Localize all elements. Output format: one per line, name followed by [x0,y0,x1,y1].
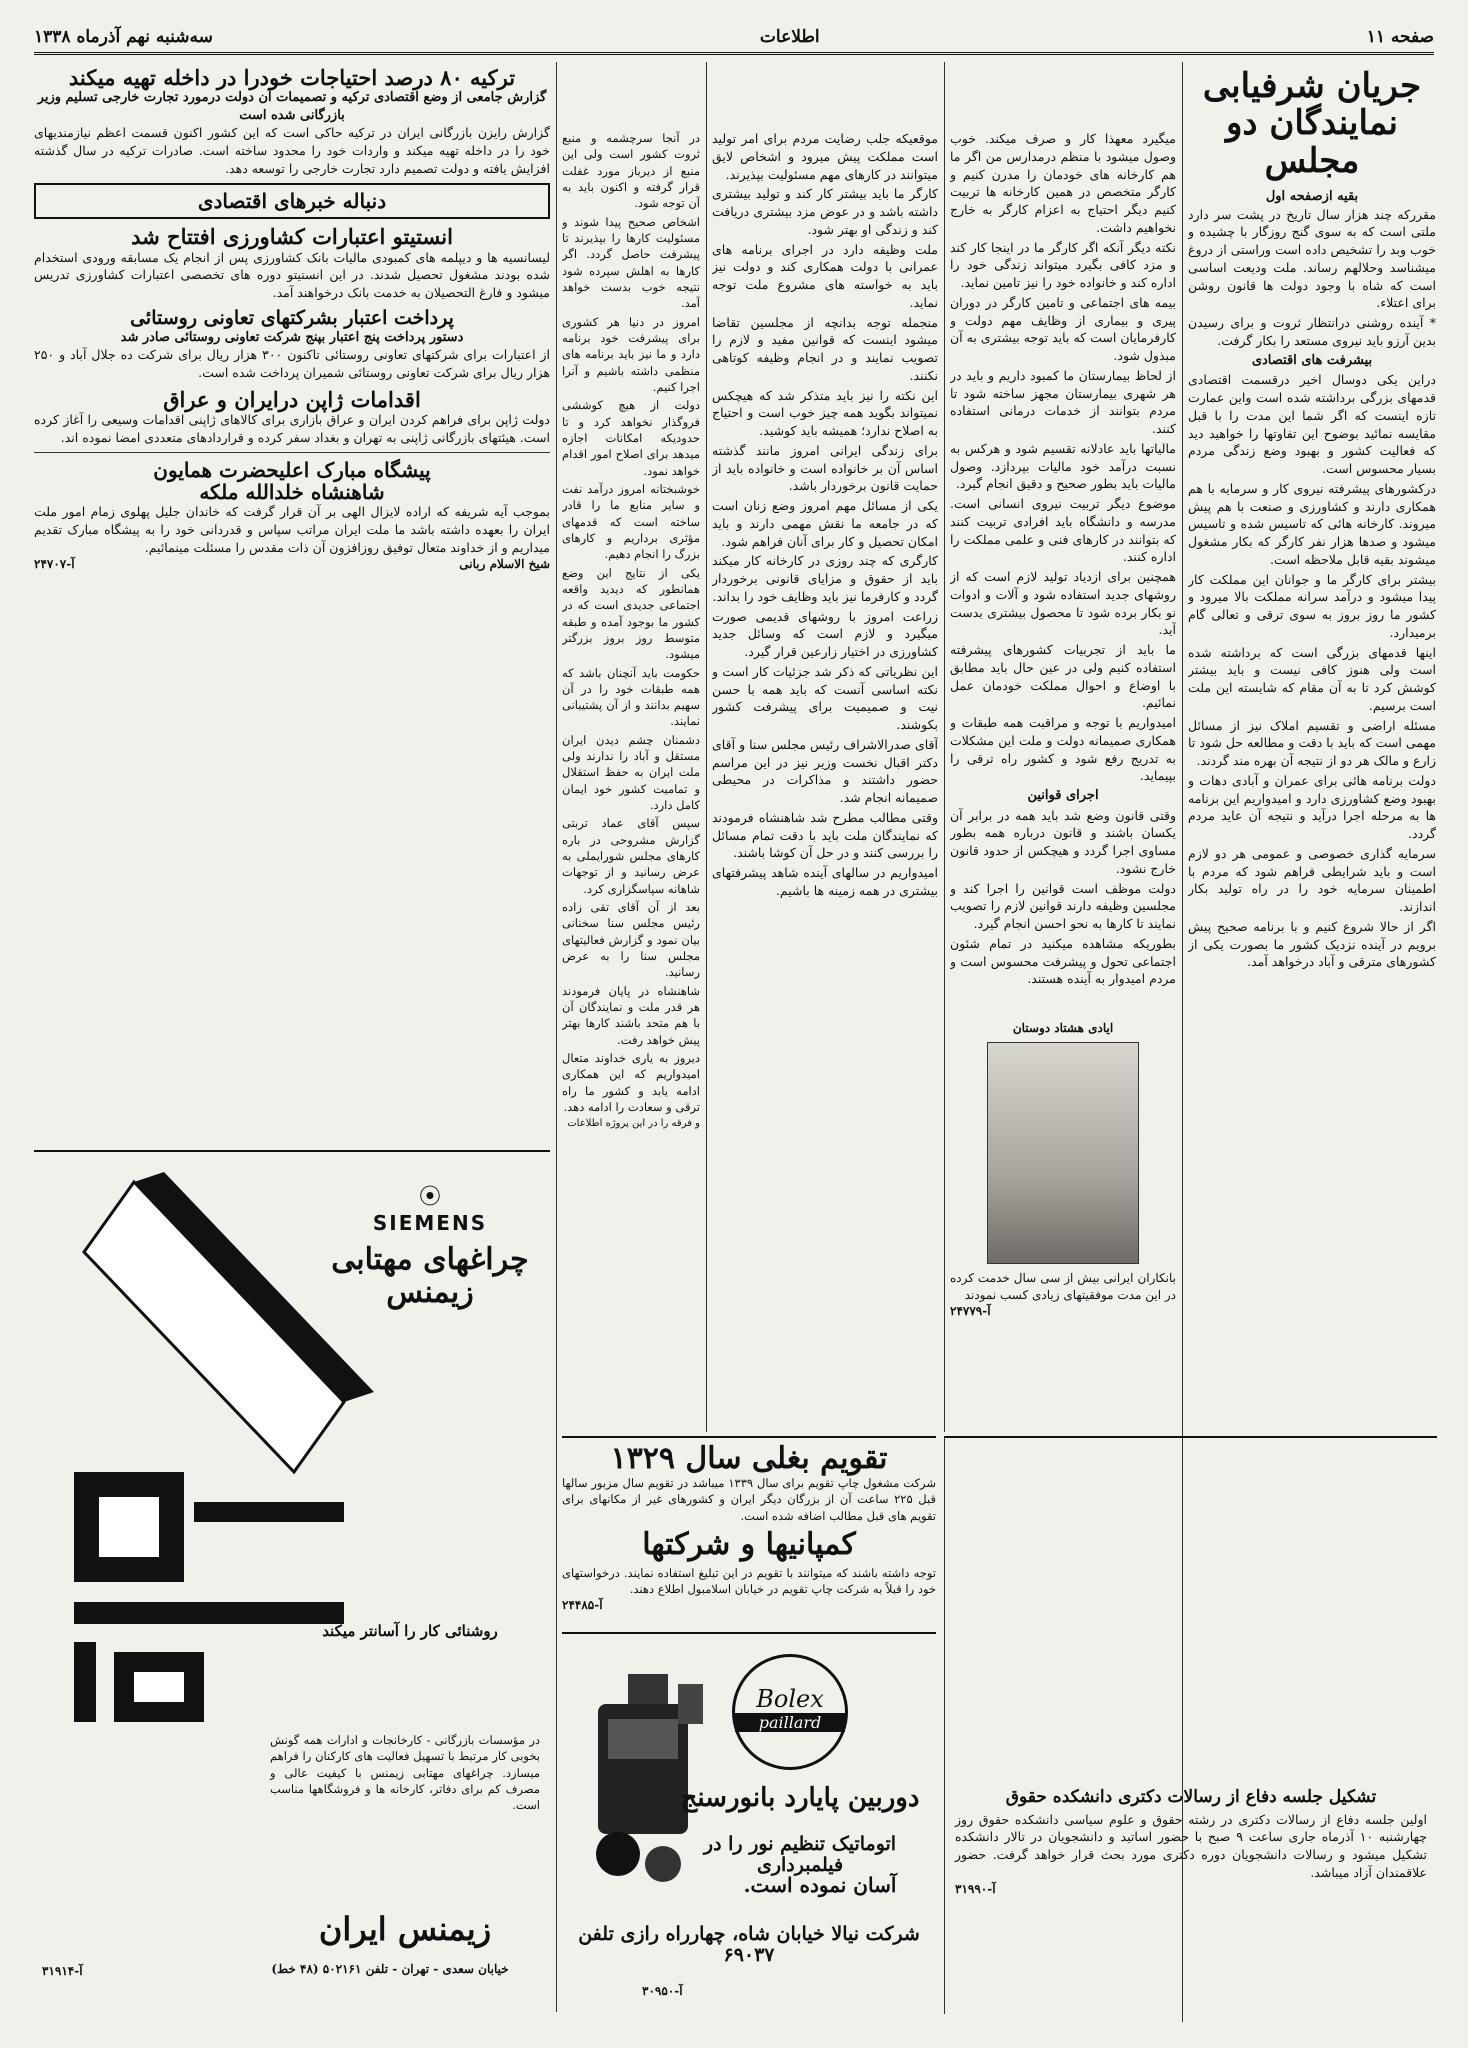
paragraph: خوشبختانه امروز درآمد نفت و سایر منابع ما را قادر ساخته است که قدمهای مؤثری برداریم و کارهای بزرگ را انجام دهیم. [562,481,700,562]
ad-code: آ-۳۱۹۱۴ [42,1964,83,1978]
turkey-headline: ترکیه ۸۰ درصد احتیاجات خودرا در داخله تهیه میکند [68,65,516,90]
paragraph: مالیاتها باید عادلانه تقسیم شود و هرکس به نسبت درآمد خود مالیات بپردازد. وصول مالیات باید بطور صحیح و دقیق انجام گیرد. [950,440,1176,492]
paragraph: دولت موظف است قوانین را اجرا کند و مجلسین وظیفه دارند قوانین لازم را تصویب نمایند تا کارها به نحو احسن انجام گیرد. [950,880,1176,932]
paragraph: اینها قدمهای بزرگی است که برداشته شده است ولی هنوز کافی نیست و باید بیشتر کوشش کرد تا به آن مقام که شایسته این ملت است برسیم. [1188,644,1436,713]
paragraph: از لحاظ بیمارستان ما کمبود داریم و باید در هر شهری بیمارستان مجهز ساخته شود تا مردم بتوانند از خدمات درمانی استفاده کنند. [950,367,1176,436]
address-headline: پیشگاه مبارک اعلیحضرت همایون [153,458,431,483]
address-body: بموجب آیه شریفه که اراده لایزال الهی بر آن قرار گرفت که خاندان جلیل پهلوی زمام امور ملت ایران را بعهده داشته باشد ما ملت ایران مراتب سپاس و قدردانی خود را به پیشگاه مبارک تقدیم میداریم و از خداوند متعال توفیق روزافزون آن ذات مقدس را مسئلت مینمائیم. [34,504,550,555]
cooperative-subhead: دستور پرداخت پنج اعتبار بپنج شرکت تعاونی روستائی صادر شد [120,329,464,345]
siemens-advertisement [34,1150,550,2012]
main-headline: جریان شرفیابی نمایندگان دو مجلس [1202,66,1422,181]
siemens-title: چراغهای مهتابی زیمنس [331,1242,529,1310]
page-header [34,22,1434,55]
notice-title: تشکیل جلسه دفاع از رسالات دکتری دانشکده حقوق [1005,1787,1377,1807]
paragraph: دشمنان چشم دیدن ایران مستقل و آباد را ندارند ولی ملت ایران به حفظ استقلال و تمامیت کشور خود ایمان کامل دارد. [562,732,700,813]
cooperative-headline: پرداخت اعتبار بشرکتهای تعاونی روستائی [130,306,454,329]
section-heading: اجرای قوانین [1027,788,1099,803]
bolex-tagline: آسان نموده است. [743,1873,897,1897]
paragraph: دولت از هیچ کوششی فروگذار نخواهد کرد و تا حدودیکه امکانات اجازه میدهد برای اصلاح امور اقدام خواهد نمود. [562,398,700,478]
bolex-advertisement [562,1632,936,2014]
portrait-photo [987,1042,1139,1264]
paragraph: وقتی مطالب مطرح شد شاهنشاه فرمودند که نمایندگان ملت باید با دقت تمام مسائل را بررسی کنند و در حل آن کوشا باشند. [712,809,938,861]
paragraph: این نکته را نیز باید متذکر شد که هیچکس نمیتواند بگوید همه چیز خوب است و احتیاج به اصلاح ندارد؛ همیشه باید کوشید. [712,387,938,438]
article-column-2 [950,130,1176,1010]
paragraph: * آینده روشنی درانتظار ثروت و برای رسیدن بدین آرزو باید نیروی مستعد را بکار گرفت. [1188,315,1436,348]
calendar-title: تقویم بغلی سال ۱۳۲۹ [610,1441,888,1476]
calendar-body: شرکت مشغول چاپ تقویم برای سال ۱۳۳۹ میباشد در تقویم سال مزبور سالها قبل ۲۲۵ ساعت آن از بزرگان دیگر ایران و کشورهای غیر از مکانهای برای تقویم های قبل مطالب اضافه شده است. [562,1476,936,1523]
paragraph: اگر از حالا شروع کنیم و با برنامه صحیح پیش برویم در آینده نزدیک کشور ما بصورت یکی از کشورهای مترقی و آباد درخواهد آمد. [1188,918,1436,970]
article-column-3 [712,130,938,1430]
ad-code: آ-۲۴۷۰۷ [34,556,75,571]
ad-code: آ-۳۰۹۵۰ [642,1984,683,1998]
section-heading: بیشرفت های اقتصادی [1251,352,1373,368]
law-faculty-notice [944,1436,1437,2014]
photo-title: ایادی هشتاد دوستان [1012,1021,1114,1035]
paragraph: دولت برنامه هائی برای عمران و آبادی دهات و بهبود وضع کشاورزی دارد و امیدواریم این برنامه ها به مرحله اجرا درآید و نتیجه آن عاید مردم گردد. [1188,772,1436,842]
calendar-body-2: توجه داشته باشند که میتوانند با تقویم در این تبلیغ استفاده نمایند. درخواستهای خود را قبلاً به شرکت چاپ تقویم در خیابان اسلامبول اطلاع دهند. [562,1565,936,1597]
paragraph: زراعت امروز با روشهای قدیمی صورت میگیرد و لازم است که وسائل جدید کشاورزی در اختیار زارعین قرار گیرد. [712,608,938,659]
siemens-agent: زیمنس ایران [318,1910,492,1948]
economic-news-section [34,62,550,1142]
siemens-body: در مؤسسات بازرگانی - کارخانجات و ادارات همه گونش بخوبی کار مرتبط با تسهیل فعالیت های کارکنان را فراهم میسازد. چراغهای مهتابی زیمنس با کیفیت عالی و مصرف کم برای دفاتر، کارخانه ها و فروشگاهها مناسب است. [270,1733,540,1813]
paragraph: ملت وظیفه دارد در اجرای برنامه های عمرانی با دولت همکاری کند و دولت نیز باید به خواسته های مشروع ملت توجه نماید. [712,241,938,310]
address-headline-2: شاهنشاه خلدالله ملکه [199,480,385,505]
paragraph: سرمایه گذاری خصوصی و عمومی هر دو لازم است و باید شرایطی فراهم شود که مردم با اطمینان سرمایه خود را در راه تولید بکار اندازند. [1188,845,1436,915]
paragraph: برای زندگی ایرانی امروز مانند گذشته اساس آن بر خانواده است و خانواده باید از حمایت قانون برخوردار باشد. [712,442,938,494]
paragraph: موضوع دیگر تربیت نیروی انسانی است. مدرسه و دانشگاه باید افرادی تربیت کنند که بتوانند در کارهای فنی و علمی مملکت را اداره کنند. [950,496,1176,565]
fluorescent-lamp-illustration [44,1172,384,1732]
paillard-brand: paillard [735,1713,845,1732]
bolex-logo [732,1654,848,1770]
ad-code: آ-۲۴۴۸۵ [562,1597,603,1612]
paragraph: یکی از مسائل مهم امروز وضع زنان است که در جامعه ما نقش مهمی دارند و باید امکان تحصیل و کار برای آنان فراهم شود. [712,498,938,549]
paragraph: امیدواریم در سالهای آینده شاهد پیشرفتهای بیشتری در همه زمینه ها باشیم. [712,865,938,898]
paragraph: بعد از آن آقای تقی زاده رئیس مجلس سنا سخنانی بیان نمود و گزارش فعالیتهای مجلس سنا را به عرض رسانید. [562,900,700,980]
siemens-brand: SIEMENS [372,1211,488,1235]
paragraph: حکومت باید آنچنان باشد که همه طبقات خود را در آن سهیم بدانند و از آن پشتیبانی نمایند. [562,665,700,729]
paragraph: سپس آقای عماد تربتی گزارش مشروحی در باره کارهای مجلس شورایملی به عرض رسانید و از توجهات شاهانه سپاسگزاری کرد. [562,816,700,896]
issue-date: سه‌شنبه نهم آذرماه ۱۳۳۸ [34,27,213,47]
paragraph: درکشورهای پیشرفته نیروی کار و سرمایه با هم همکاری دارند و کشاورزی و صنعت با هم پیش میروند. کارخانه هائی که تاسیس شده و تاسیس میشود و صدها هزار نفر کارگر که بکار مشغول میشوند بقیه قابل ملاحظه است. [1188,480,1436,567]
paragraph: شاهنشاه در پایان فرمودند هر قدر ملت و نمایندگان آن با هم متحد باشند کارها بهتر پیش خواهد رفت. [562,983,700,1047]
paragraph: مقررکه چند هزار سال تاریخ در پشت سر دارد ملتی است که به سوی گنج روزگار با چشیده و خوب وبد را تشخیص داده است وراستی از دروغ میشناسد وحلالهم رساند. ملت ودیعت اساسی است که شاه با وجود دولت ها قانون روشن برای اعتلاء. [1188,206,1436,311]
paragraph: دراین یکی دوسال اخیر درقسمت اقتصادی قدمهای بزرگی برداشته شده است واین عمارت تازه اینست که اگر شما این مدت را با قبل مقایسه نمائید بوضوح این تفاوتها را خواهید دید که فعالیت کشور و بهبود وضع زندگی مردم بسیار محسوس است. [1188,372,1436,477]
paragraph: میگیرد معهذا کار و صرف میکند. خوب وصول میشود با منظم درمدارس من اگر ما هم کارخانه های خودمان را مدرن کنیم و کارگر متخصص در همین کارخانه ها تربیت کنیم دیگر احتیاج به اعزام کارگر به خارج نخواهیم داشت. [950,131,1176,235]
calendar-advertisement [562,1436,936,1628]
paragraph: یکی از نتایج این وضع همانطور که دیدید واقعه اجتماعی جدیدی است که در کشور ما بوجود آمده و طبقه متوسط روز بروز بزرگتر میشود. [562,565,700,662]
paragraph: موقعیکه جلب رضایت مردم برای امر تولید است مملکت پیش میرود و اشخاص لایق میتوانند در کارهای مهم مسئولیت بپذیرند. [712,131,938,182]
paragraph: این نظریاتی که ذکر شد جزئیات کار است و نکته اساسی آنست که باید همه با حسن نیت و صمیمیت برای پیشرفت کشور بکوشند. [712,663,938,732]
paragraph: ما باید از تجربیات کشورهای پیشرفته استفاده کنیم ولی در عین حال باید مطابق با اوضاع و احوال مملکت خودمان عمل نمائیم. [950,642,1176,711]
paragraph: بیشتر برای کارگر ما و جوانان این مملکت کار پیدا میشود و درآمد سرانه مملکت بالا میرود و کشور ما روز بروز به سوی ترقی و تعالی گام برمیدارد. [1188,571,1436,640]
turkey-subhead: گزارش جامعی از وضع اقتصادی ترکیه و تصمیمات آن دولت درمورد تجارت خارجی تسلیم وزیر بازرگانی شده است [37,90,547,123]
bolex-subtitle: اتوماتیک تنظیم نور را در فیلمبرداری [703,1833,897,1876]
siemens-tagline: روشنائی کار را آسانتر میکند [322,1622,498,1640]
masthead: اطلاعات [759,27,820,47]
institute-headline: انستیتو اعتبارات کشاورزی افتتاح شد [131,224,453,250]
article-body [1188,206,1436,971]
paragraph: بیمه های اجتماعی و تامین کارگر در دوران پیری و بیماری از وظایف مهم دولت و کارفرمایان است که باید توجه بیشتری به آن مبذول شود. [950,294,1176,363]
calendar-subtitle: کمپانیها و شرکتها [642,1526,856,1562]
paragraph: وقتی قانون وضع شد باید همه در برابر آن یکسان باشند و قانون درباره همه بطور مساوی اجرا گردد و هیچکس از حدود قانون خارج نشود. [950,807,1176,876]
continued-label: بقیه ازصفحه اول [1265,189,1359,205]
ad-code: آ-۳۱۹۹۰ [955,1881,996,1896]
paragraph: امیدواریم با توجه و مراقبت همه طبقات و همکاری صمیمانه دولت و ملت این مشکلات به تدریج رفع شود و کشور راه ترقی را بپیماید. [950,715,1176,784]
paragraph: اشخاص صحیح پیدا شوند و مسئولیت کارها را بپذیرند تا پیشرفت حاصل گردد. اگر کارها به اهلش سپرده شود نتیجه خوب بدست خواهد آمد. [562,214,700,311]
turkey-body: گزارش رایزن بازرگانی ایران در ترکیه حاکی است که این کشور اکنون قسمت اعظم نیازمندیهای خود را در داخله تهیه میکند و واردات خود را محدود ساخته است. صادرات ترکیه در سال گذشته افزایش یافته و دولت تصمیم دارد تجارت خارجی را توسعه دهد. [34,125,550,176]
footer-note: و فرقه را در این پروژه اطلاعات [567,1118,700,1130]
paragraph: در آنجا سرچشمه و منبع ثروت کشور است ولی این منبع از دیرباز مورد غفلت قرار گرفته و اکنون باید به آن توجه شود. [562,131,700,211]
page-number: صفحه ۱۱ [1366,27,1434,47]
paragraph: بطوریکه مشاهده میکنید در تمام شئون اجتماعی تحول و پیشرفت محسوس است و مردم امیدوار به آینده هستند. [950,935,1176,987]
signature: شیخ الاسلام ربانی [459,556,550,571]
paragraph: همچنین برای ازدیاد تولید لازم است که از روشهای جدید استفاده شود و آلات و ادوات نو بکار برده شود تا محصول بیشتری بدست آید. [950,569,1176,638]
paragraph: مسئله اراضی و تقسیم املاک نیز از مسائل مهمی است که باید با دقت و مطالعه حل شود تا زارع و مالک هر دو از نتیجه آن بهره مند گردند. [1188,717,1436,769]
bolex-brand: Bolex [756,1685,824,1713]
paragraph: منجمله توجه بدانچه از مجلسین تقاضا میشود اینست که قوانین مفید و لازم را تصویب نمایند و در انجام وظیفه کوتاهی نکنند. [712,314,938,383]
ad-code: آ-۲۴۷۷۹ [950,1304,991,1319]
japan-body: دولت ژاپن برای فراهم کردن ایران و عراق بازاری برای کالاهای ژاپنی اقدامات وسیعی را آغاز کرده است. هیئتهای بازرگانی ژاپنی به تهران و بغداد سفر کرده و قراردادهای متعددی امضا نموده اند. [34,411,550,445]
photo-notice [950,1020,1176,1432]
bolex-title: دوربین پایارد بانورسنج [680,1783,920,1813]
paragraph: کارگر ما باید بیشتر کار کند و تولید بیشتری داشته باشد و در عوض مزد بیشتری دریافت کند و زندگی او بهتر شود. [712,186,938,237]
paragraph: نکته دیگر آنکه اگر کارگر ما در اینجا کار کند و مزد کافی بگیرد میتواند زندگی خود را اداره کند و خانواده خود را نیز تامین نماید. [950,239,1176,290]
photo-caption: بانکاران ایرانی بیش از سی سال خدمت کرده در این مدت موفقیتهای زیادی کسب نمودند [950,1271,1176,1303]
paragraph: امروز در دنیا هر کشوری برای پیشرفت خود برنامه دارد و ما نیز باید برنامه های منظمی داشته باشیم و آنرا اجرا کنیم. [562,314,700,394]
article-column-4 [562,130,700,1430]
cooperative-body: از اعتبارات برای شرکتهای تعاونی روستائی تاکنون ۳۰۰ هزار ریال برای شرکت ده جلال آباد و ۲۵۰ هزار ریال برای شرکت تعاونی روستائی شمیران پرداخت شده است. [34,347,550,380]
siemens-logo-icon: ⦿ [418,1185,441,1210]
siemens-address: خیابان سعدی - تهران - تلفن ۵۰۲۱۶۱ (۴۸ خط) [271,1962,509,1976]
paragraph: دیروز به یاری خداوند متعال امیدواریم که این همکاری ادامه یابد و کشور ما راه ترقی و سعادت را ادامه دهد. [562,1051,700,1115]
notice-body: اولین جلسه دفاع از رسالات دکتری در رشته حقوق و علوم سیاسی دانشکده حقوق روز چهارشنبه ۱۰ آذرماه جاری ساعت ۹ صبح با حضور اساتید و دانشجویان در تالار دانشکده تشکیل میشود و رسالات دانشجویان دوره دکتری مورد بحث قرار خواهد گرفت. حضور علاقمندان آزاد میباشد. [955,1811,1427,1880]
institute-body: لیسانسیه ها و دیپلمه های کمبودی مالیات بانک کشاورزی پس از انجام یک مسابقه ورودی استخدام شده بودند مشغول تحصیل شدند. در این انستیتو دوره های تخصصی اعتبارات کشاورزی تدریس میشود و فارغ التحصیلان به خدمت بانک درخواهند آمد. [34,249,550,301]
japan-headline: اقدامات ژاپن درایران و عراق [163,386,421,412]
paragraph: آقای صدرالاشراف رئیس مجلس سنا و آقای دکتر اقبال نخست وزیر نیز در این مراسم حضور داشتند و مذاکرات در محیطی صمیمانه انجام شد. [712,736,938,805]
economic-news-box: دنباله خبرهای اقتصادی [34,183,550,219]
paragraph: کارگری که چند روزی در کارخانه کار میکند باید از حقوق و مزایای قانونی برخوردار گردد و کارفرما نیز باید وظایف خود را بداند. [712,553,938,604]
bolex-dealer: شرکت نیالا خیابان شاه، چهارراه رازی تلفن ۶۹۰۳۷ [578,1923,920,1966]
